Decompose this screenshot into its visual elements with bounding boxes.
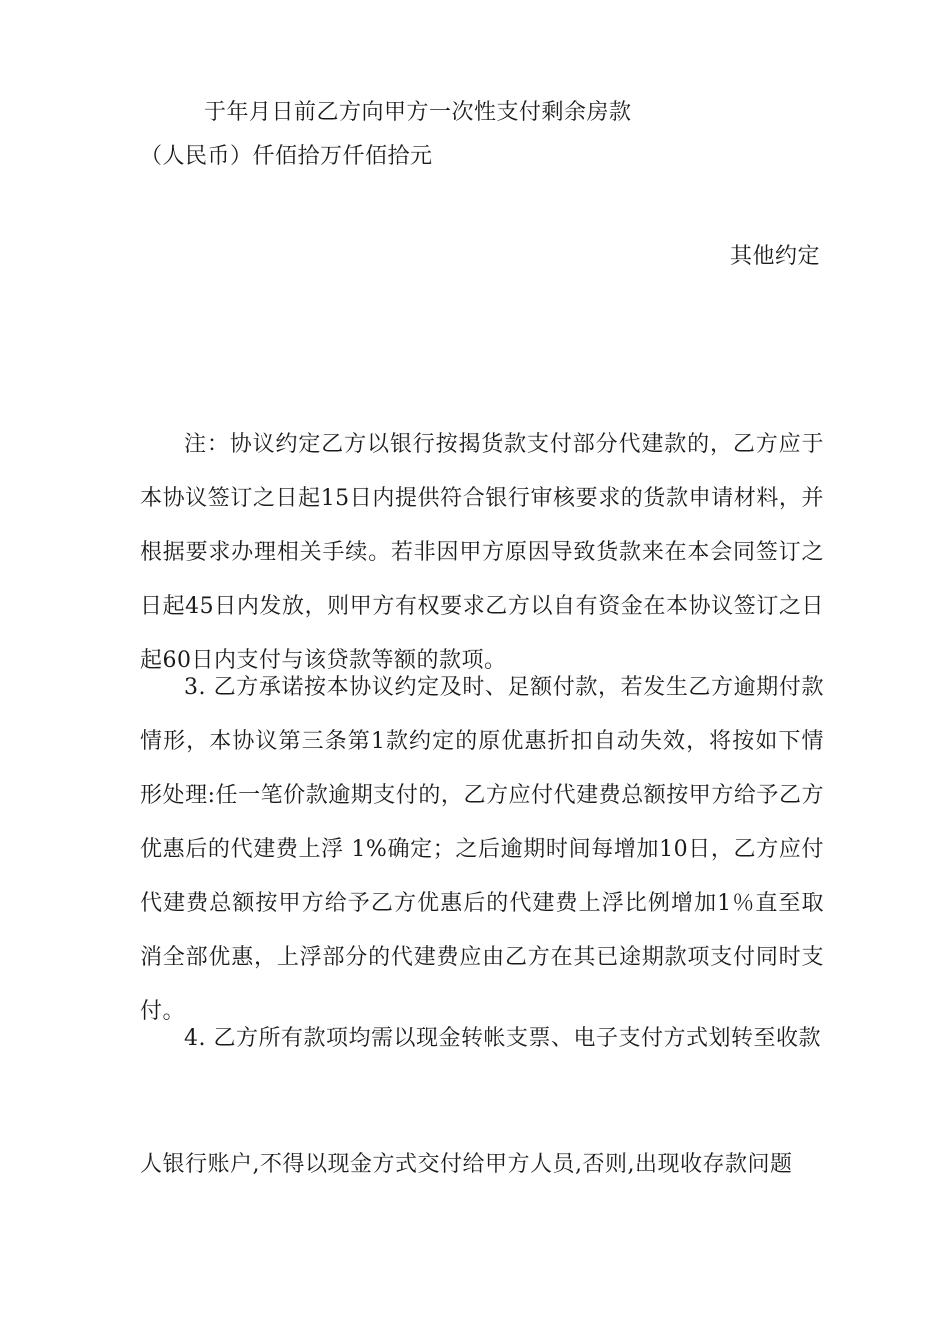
note-paragraph: 注：协议约定乙方以银行按揭货款支付部分代建款的，乙方应于本协议签订之日起15日内提供符合银行审核要求的货款申请材料，并根据要求办理相关手续。若非因甲方原因导致货款来在本会同签订之日起45日内发放，则甲方有权要求乙方以自有资金在本协议签订之日起60日内支付与该贷款等额的款项。: [140, 432, 824, 673]
payment-line: 于年月日前乙方向甲方一次性支付剩余房款: [204, 100, 632, 125]
other-terms-heading: 其他约定: [730, 244, 821, 269]
bank-account-line: 人银行账户,不得以现金方式交付给甲方人员,否则,出现收存款问题: [140, 1152, 793, 1177]
clause-4-paragraph: 4. 乙方所有款项均需以现金转帐支票、电子支付方式划转至收款: [184, 1026, 821, 1051]
amount-line: （人民币）仟佰拾万仟佰拾元: [140, 144, 433, 169]
clause-3-paragraph: 3. 乙方承诺按本协议约定及时、足额付款，若发生乙方逾期付款情形，本协议第三条第1款约定的原优惠折扣自动失效，将按如下情形处理:任一笔价款逾期支付的，乙方应付代建费总额按甲方给予乙方优惠后的代建费上浮 1%确定；之后逾期时间每增加10日，乙方应付代建费总额按甲方给予乙方优惠后的代建费上浮比例增加1％直至取消全部优惠，上浮部分的代建费应由乙方在其已途期款项支付同时支付。: [140, 675, 824, 1024]
